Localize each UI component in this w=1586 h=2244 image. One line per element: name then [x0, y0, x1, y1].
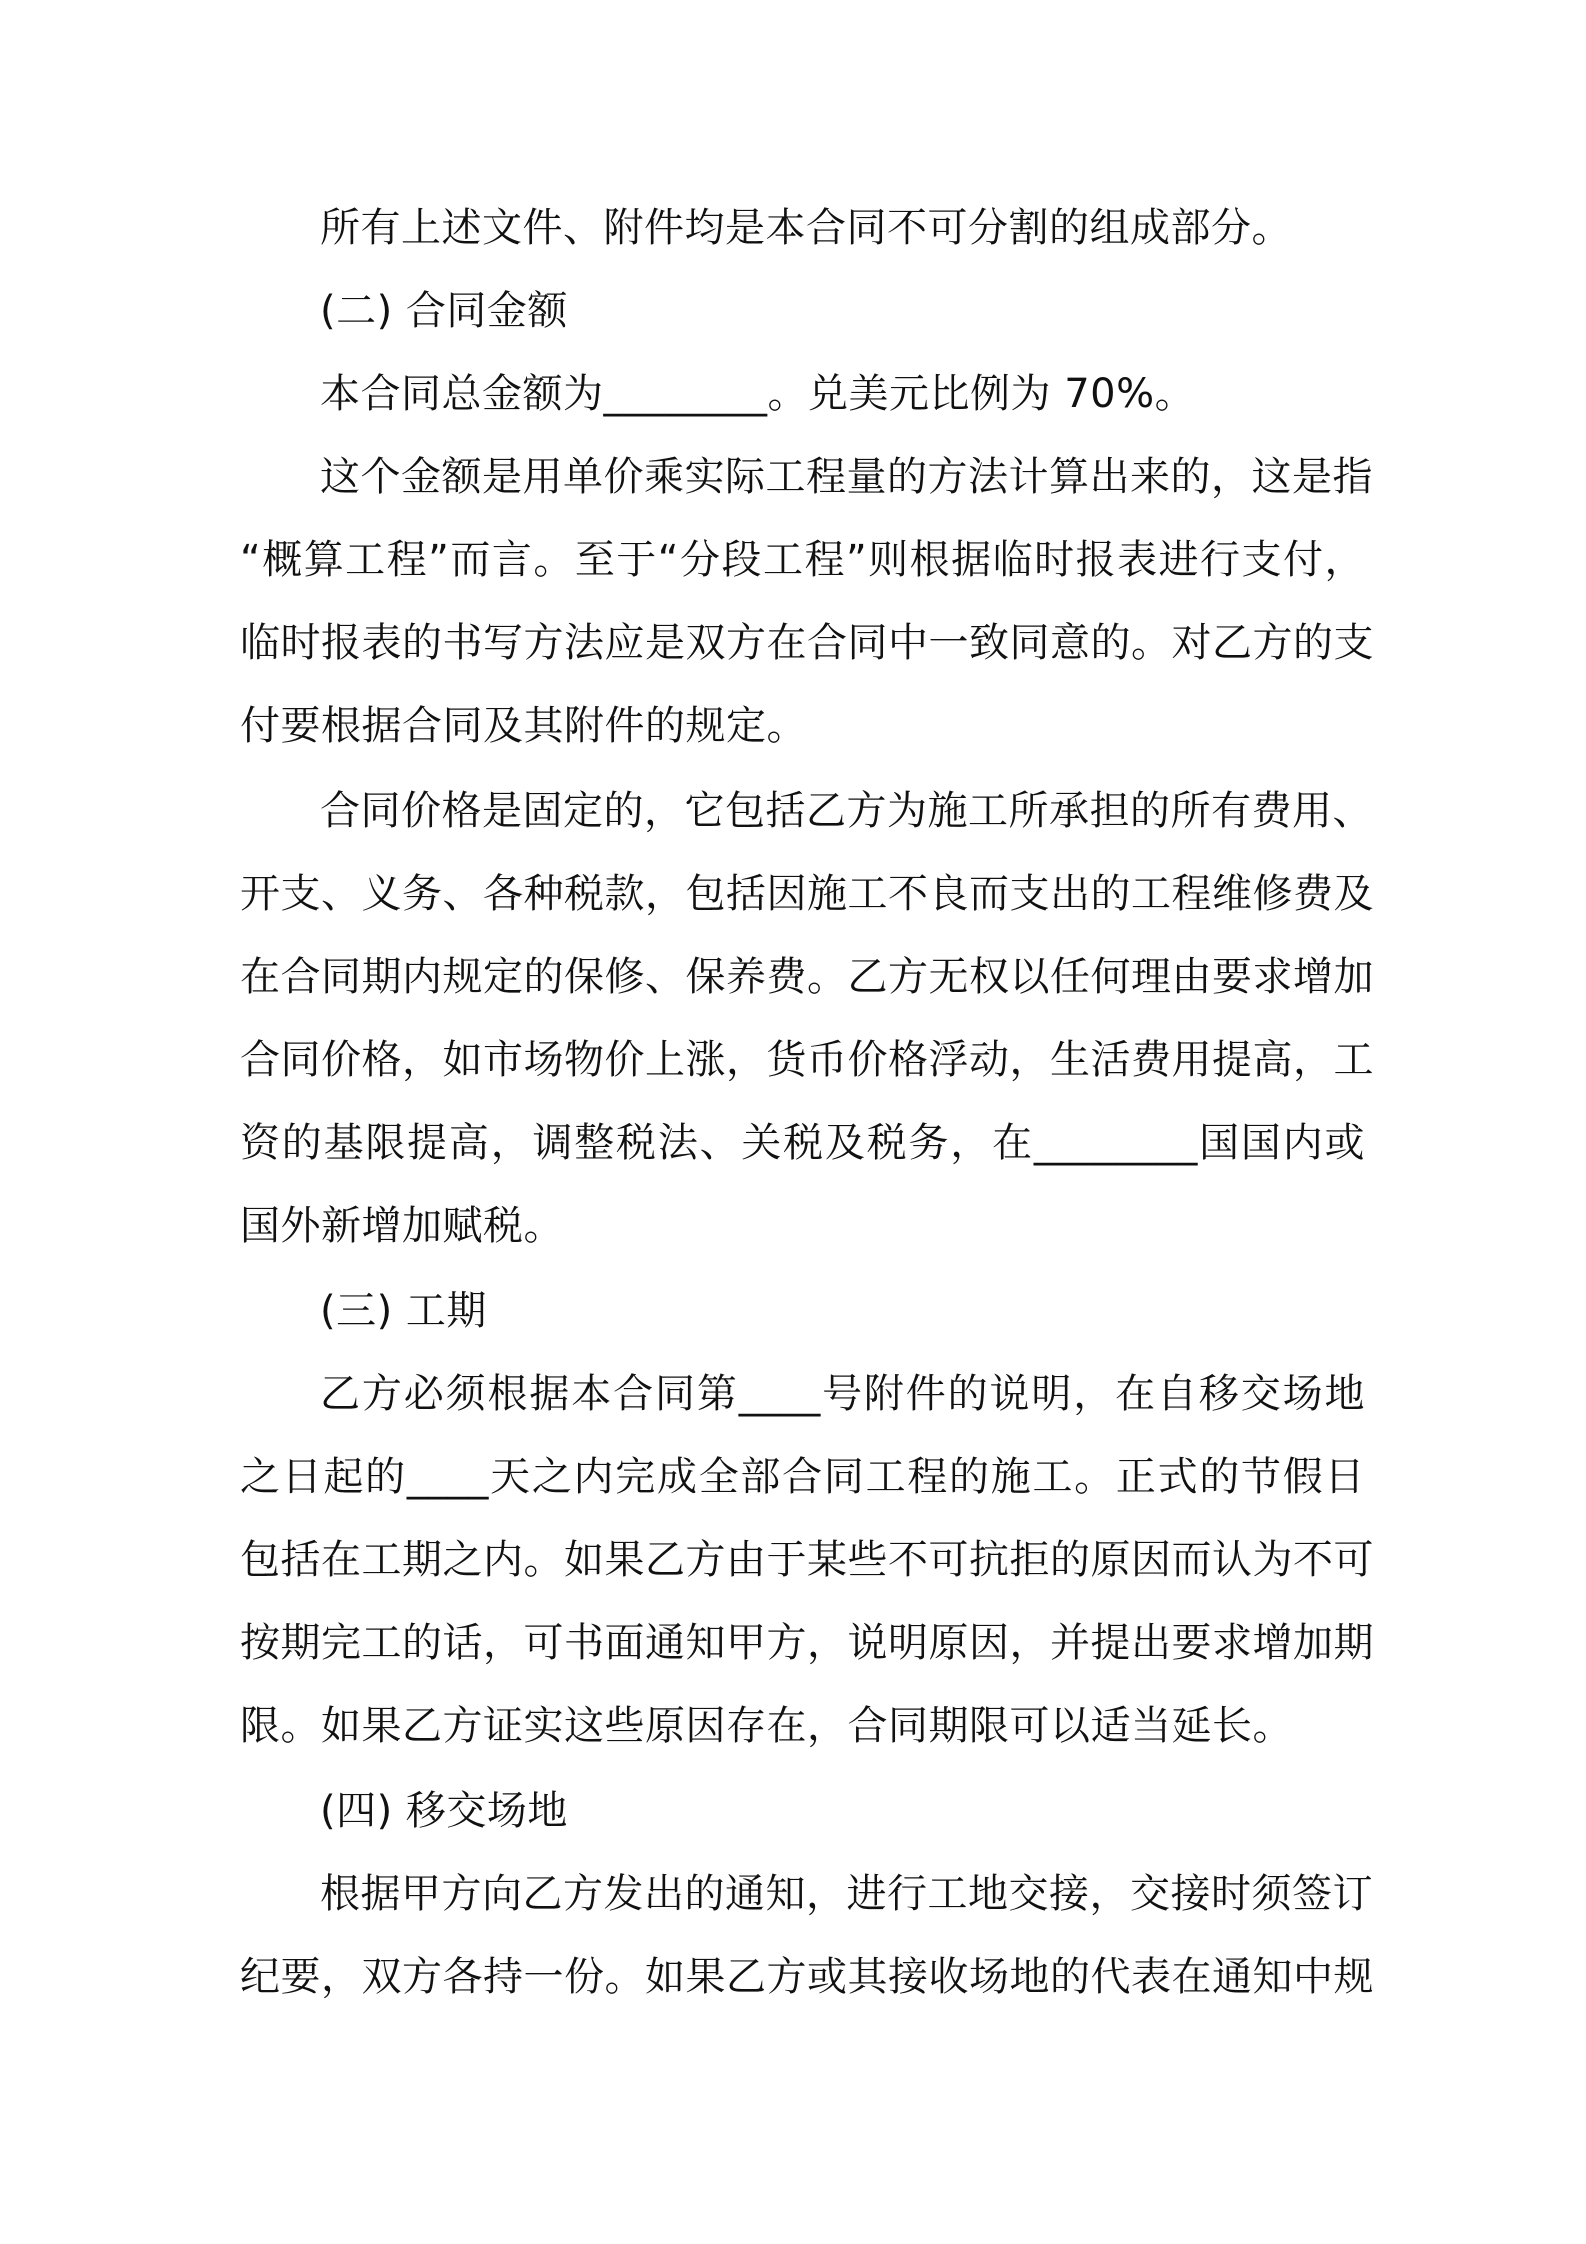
- text-line: 所有上述文件、附件均是本合同不可分割的组成部分。: [320, 205, 1292, 251]
- text-line: 这个金额是用单价乘实际工程量的方法计算出来的，这是指: [320, 454, 1373, 500]
- section-heading-site-handover: (四) 移交场地: [320, 1788, 568, 1834]
- text-line: 限。如果乙方证实这些原因存在，合同期限可以适当延长。: [240, 1703, 1293, 1749]
- section-heading-construction-period: (三) 工期: [320, 1288, 487, 1334]
- text-line: 合同价格，如市场物价上涨，货币价格浮动，生活费用提高，工: [240, 1037, 1374, 1083]
- text-line: 纪要，双方各持一份。如果乙方或其接收场地的代表在通知中规: [240, 1954, 1374, 2000]
- text-line: 开支、义务、各种税款，包括因施工不良而支出的工程维修费及: [240, 871, 1374, 917]
- text-line: 包括在工期之内。如果乙方由于某些不可抗拒的原因而认为不可: [240, 1537, 1374, 1583]
- text-line: 根据甲方向乙方发出的通知，进行工地交接，交接时须签订: [320, 1871, 1373, 1917]
- section-heading-contract-amount: (二) 合同金额: [320, 288, 568, 334]
- text-line: 按期完工的话，可书面通知甲方，说明原因，并提出要求增加期: [240, 1620, 1374, 1666]
- text-line: 付要根据合同及其附件的规定。: [240, 703, 807, 749]
- text-line: 资的基限提高，调整税法、关税及税务，在________国国内或: [240, 1120, 1365, 1166]
- text-line: 之日起的____天之内完成全部合同工程的施工。正式的节假日: [240, 1454, 1365, 1500]
- text-line: 合同价格是固定的，它包括乙方为施工所承担的所有费用、: [320, 788, 1373, 834]
- text-line: 乙方必须根据本合同第____号附件的说明，在自移交场地: [320, 1371, 1365, 1417]
- text-line: 本合同总金额为________。兑美元比例为 70%。: [320, 371, 1196, 417]
- text-line: 国外新增加赋税。: [240, 1203, 564, 1249]
- text-line: 在合同期内规定的保修、保养费。乙方无权以任何理由要求增加: [240, 954, 1374, 1000]
- text-line: 临时报表的书写方法应是双方在合同中一致同意的。对乙方的支: [240, 620, 1374, 666]
- text-line: “概算工程”而言。至于“分段工程”则根据临时报表进行支付，: [240, 537, 1365, 583]
